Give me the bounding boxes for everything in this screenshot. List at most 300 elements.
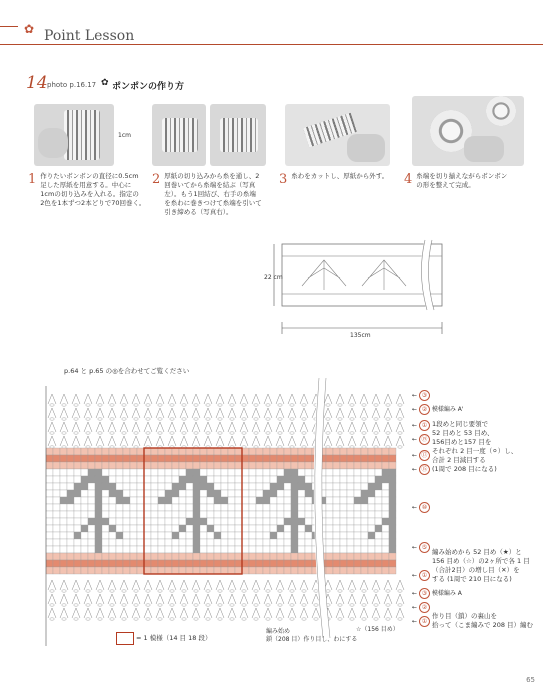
chart-cell [354, 539, 361, 546]
chart-cell [88, 476, 95, 483]
chart-cell [291, 518, 298, 525]
crochet-stitch [360, 580, 368, 590]
row-label-3-bottom: ← ③ 模様編み A [412, 590, 462, 597]
chart-cell [235, 553, 242, 560]
chart-cell [144, 560, 151, 567]
chart-cell [95, 560, 102, 567]
chart-cell [291, 553, 298, 560]
chart-cell [263, 504, 270, 511]
chart-cell [214, 483, 221, 490]
chart-cell [382, 476, 389, 483]
chart-cell [151, 469, 158, 476]
chain-stitch [254, 404, 258, 406]
chart-cell [67, 553, 74, 560]
chart-cell [375, 448, 382, 455]
chart-cell [361, 448, 368, 455]
chart-cell [81, 525, 88, 532]
chain-stitch [350, 604, 354, 606]
chart-cell [305, 539, 312, 546]
chart-cell [123, 525, 130, 532]
crochet-stitch [372, 422, 380, 432]
chart-cell [284, 532, 291, 539]
step-2 [152, 172, 262, 217]
chart-cell [144, 567, 151, 574]
crochet-stitch [396, 608, 404, 618]
chain-stitch [242, 604, 246, 606]
dimension-diagram [262, 234, 462, 344]
chart-cell [67, 511, 74, 518]
chart-cell [74, 560, 81, 567]
chart-cell [263, 483, 270, 490]
chart-cell [333, 462, 340, 469]
crochet-stitch [276, 594, 284, 604]
chart-cell [165, 511, 172, 518]
crochet-stitch [276, 422, 284, 432]
crochet-stitch [228, 394, 236, 404]
chain-stitch [134, 446, 138, 448]
chart-cell [123, 469, 130, 476]
chart-cell [130, 455, 137, 462]
chart-cell [67, 532, 74, 539]
chart-cell [382, 567, 389, 574]
chart-cell [256, 483, 263, 490]
chart-cell [67, 448, 74, 455]
chart-cell [284, 511, 291, 518]
crochet-stitch [396, 594, 404, 604]
chart-cell [333, 518, 340, 525]
chain-stitch [266, 418, 270, 420]
crochet-stitch [144, 422, 152, 432]
chart-cell [137, 490, 144, 497]
chart-cell [333, 567, 340, 574]
step-line: 厚紙の切り込みから糸を通し、2 [164, 172, 260, 180]
chart-cell [200, 539, 207, 546]
chart-cell [88, 567, 95, 574]
chain-stitch [194, 618, 198, 620]
chart-cell [116, 525, 123, 532]
step-line: 1cmの切り込みを入れる。指定の [40, 190, 139, 198]
chart-cell [221, 469, 228, 476]
crochet-stitch [84, 436, 92, 446]
chain-stitch [242, 404, 246, 406]
chart-cell [333, 525, 340, 532]
chain-stitch [374, 418, 378, 420]
chart-cell [214, 511, 221, 518]
chart-cell [144, 504, 151, 511]
chart-cell [354, 490, 361, 497]
chart-cell [53, 469, 60, 476]
crochet-stitch [60, 608, 68, 618]
chart-cell [382, 511, 389, 518]
chart-cell [130, 448, 137, 455]
chart-cell [291, 511, 298, 518]
chain-stitch [314, 618, 318, 620]
chain-stitch [266, 618, 270, 620]
chain-stitch [302, 590, 306, 592]
chart-cell [249, 497, 256, 504]
chart-cell [354, 546, 361, 553]
chart-cell [389, 483, 396, 490]
crochet-stitch [168, 408, 176, 418]
chart-cell [193, 497, 200, 504]
chart-cell [305, 504, 312, 511]
crochet-stitch [276, 408, 284, 418]
crochet-stitch [144, 394, 152, 404]
chart-cell [263, 469, 270, 476]
step-line: 糸端を切り揃えながらボンボン [416, 172, 508, 180]
row-label-17: ← ⑰ [412, 450, 430, 461]
chart-cell [186, 504, 193, 511]
chain-stitch [242, 590, 246, 592]
crochet-stitch [336, 594, 344, 604]
chart-cell [375, 476, 382, 483]
chart-cell [116, 469, 123, 476]
chart-cell [263, 497, 270, 504]
crochet-stitch [396, 408, 404, 418]
photo-step-4 [412, 96, 524, 166]
chain-stitch [86, 432, 90, 434]
chart-cell [354, 518, 361, 525]
chart-cell [46, 490, 53, 497]
chart-cell [88, 560, 95, 567]
chart-cell [235, 511, 242, 518]
chart-cell [144, 546, 151, 553]
crochet-stitch [348, 436, 356, 446]
chart-cell [144, 469, 151, 476]
chart-cell [333, 448, 340, 455]
chart-cell [207, 497, 214, 504]
chain-stitch [350, 446, 354, 448]
chain-stitch [110, 446, 114, 448]
chart-cell [235, 546, 242, 553]
chart-cell [368, 483, 375, 490]
chart-cell [389, 539, 396, 546]
chart-cell [172, 553, 179, 560]
chart-cell [347, 455, 354, 462]
crochet-stitch [396, 394, 404, 404]
chart-cell [326, 560, 333, 567]
chart-cell [228, 560, 235, 567]
chart-cell [242, 546, 249, 553]
chart-cell [368, 525, 375, 532]
chart-cell [95, 483, 102, 490]
chart-cell [46, 560, 53, 567]
chart-cell [249, 490, 256, 497]
crochet-stitch [60, 594, 68, 604]
chart-cell [165, 504, 172, 511]
crochet-stitch [372, 608, 380, 618]
chart-cell [137, 511, 144, 518]
chart-cell [277, 525, 284, 532]
chain-stitch [398, 590, 402, 592]
chart-cell [95, 462, 102, 469]
chart-cell [186, 455, 193, 462]
chain-stitch [122, 618, 126, 620]
chart-cell [235, 532, 242, 539]
chart-cell [67, 469, 74, 476]
chart-cell [340, 567, 347, 574]
chart-cell [382, 448, 389, 455]
chart-cell [200, 476, 207, 483]
chart-cell [158, 518, 165, 525]
chain-stitch [290, 404, 294, 406]
chart-cell [389, 455, 396, 462]
chart-cell [221, 532, 228, 539]
chart-cell [151, 525, 158, 532]
chart-cell [116, 567, 123, 574]
chart-cell [270, 560, 277, 567]
chain-stitch [230, 432, 234, 434]
crochet-stitch [60, 394, 68, 404]
chart-cell [123, 546, 130, 553]
chart-cell [263, 532, 270, 539]
chart-cell [354, 497, 361, 504]
chart-cell [235, 455, 242, 462]
chart-cell [277, 504, 284, 511]
chart-cell [375, 560, 382, 567]
crochet-stitch [360, 422, 368, 432]
chart-cell [249, 525, 256, 532]
chart-cell [291, 546, 298, 553]
chart-cell [291, 469, 298, 476]
chart-cell [284, 490, 291, 497]
crochet-stitch [108, 594, 116, 604]
chart-cell [389, 532, 396, 539]
chart-cell [95, 504, 102, 511]
chart-cell [116, 476, 123, 483]
chart-cell [88, 553, 95, 560]
chart-cell [235, 525, 242, 532]
chart-cell [249, 511, 256, 518]
chart-cell [242, 483, 249, 490]
chart-cell [109, 455, 116, 462]
crochet-stitch [240, 422, 248, 432]
chart-cell [53, 539, 60, 546]
chart-cell [347, 539, 354, 546]
chart-cell [60, 462, 67, 469]
chart-cell [151, 539, 158, 546]
chart-cell [60, 483, 67, 490]
chart-cell [249, 455, 256, 462]
chart-cell [172, 462, 179, 469]
chain-stitch [266, 604, 270, 606]
chart-cell [291, 497, 298, 504]
chart-cell [207, 504, 214, 511]
crochet-stitch [324, 422, 332, 432]
chart-cell [158, 476, 165, 483]
chart-cell [67, 490, 74, 497]
chart-cell [326, 539, 333, 546]
chart-cell [207, 525, 214, 532]
chart-cell [340, 504, 347, 511]
chart-cell [193, 504, 200, 511]
crochet-stitch [120, 394, 128, 404]
chain-stitch [254, 418, 258, 420]
chart-cell [88, 455, 95, 462]
chart-cell [333, 490, 340, 497]
chart-cell [340, 497, 347, 504]
chain-stitch [338, 604, 342, 606]
chart-cell [333, 469, 340, 476]
crochet-stitch [48, 436, 56, 446]
chart-cell [179, 448, 186, 455]
chart-cell [130, 560, 137, 567]
chart-cell [368, 476, 375, 483]
chart-cell [277, 497, 284, 504]
chart-cell [67, 539, 74, 546]
chart-cell [340, 553, 347, 560]
chain-stitch [194, 418, 198, 420]
chart-cell [263, 546, 270, 553]
crochet-stitch [168, 436, 176, 446]
step-4 [404, 172, 507, 190]
chart-cell [200, 511, 207, 518]
chart-cell [228, 448, 235, 455]
chart-cell [137, 448, 144, 455]
chart-cell [221, 511, 228, 518]
chart-cell [256, 462, 263, 469]
chart-cell [109, 518, 116, 525]
chart-cell [88, 483, 95, 490]
chart-cell [347, 553, 354, 560]
chart-cell [172, 567, 179, 574]
chart-cell [340, 455, 347, 462]
chain-stitch [74, 618, 78, 620]
chart-cell [263, 511, 270, 518]
chart-cell [340, 476, 347, 483]
chart-cell [200, 448, 207, 455]
chain-stitch [326, 590, 330, 592]
chart-cell [361, 553, 368, 560]
chart-cell [179, 490, 186, 497]
chart-cell [186, 448, 193, 455]
chain-stitch [254, 446, 258, 448]
crochet-stitch [48, 580, 56, 590]
chain-stitch [206, 404, 210, 406]
chart-cell [144, 525, 151, 532]
chart-cell [291, 504, 298, 511]
chart-cell [130, 511, 137, 518]
chart-cell [137, 560, 144, 567]
chain-stitch [182, 432, 186, 434]
chart-cell [263, 560, 270, 567]
chart-cell [81, 497, 88, 504]
chart-cell [158, 546, 165, 553]
chart-cell [186, 567, 193, 574]
chain-stitch [398, 432, 402, 434]
chart-cell [207, 567, 214, 574]
chart-cell [256, 476, 263, 483]
chart-cell [81, 518, 88, 525]
chart-cell [368, 567, 375, 574]
chart-cell [326, 511, 333, 518]
chain-stitch [98, 590, 102, 592]
header-rule-left [0, 26, 18, 45]
crochet-stitch [96, 594, 104, 604]
chart-cell [151, 448, 158, 455]
chart-cell [326, 497, 333, 504]
chart-cell [347, 483, 354, 490]
chart-cell [165, 448, 172, 455]
crochet-stitch [384, 608, 392, 618]
chart-cell [228, 504, 235, 511]
chart-cell [375, 490, 382, 497]
crochet-stitch [120, 580, 128, 590]
chart-cell [186, 490, 193, 497]
crochet-stitch [372, 408, 380, 418]
chain-stitch [218, 604, 222, 606]
chart-cell [298, 497, 305, 504]
chart-cell [165, 525, 172, 532]
chain-stitch [170, 618, 174, 620]
crochet-stitch [84, 408, 92, 418]
chart-cell [291, 560, 298, 567]
chain-stitch [170, 432, 174, 434]
chart-cell [193, 567, 200, 574]
chart-cell [277, 532, 284, 539]
chain-stitch [218, 618, 222, 620]
chart-cell [81, 490, 88, 497]
chart-cell [214, 455, 221, 462]
legend-text: = 1 模様（14 目 18 段） [136, 634, 212, 642]
chart-cell [186, 546, 193, 553]
chart-cell [207, 553, 214, 560]
chart-cell [284, 539, 291, 546]
chart-cell [186, 553, 193, 560]
crochet-stitch [132, 408, 140, 418]
chain-stitch [74, 446, 78, 448]
chart-cell [123, 490, 130, 497]
chart-cell [361, 518, 368, 525]
chart-cell [151, 497, 158, 504]
chart-note: p.64 と p.65 の◎を合わせてご覧ください [64, 367, 190, 375]
chart-cell [221, 455, 228, 462]
chain-stitch [206, 590, 210, 592]
chart-cell [88, 497, 95, 504]
chart-cell [179, 567, 186, 574]
chart-cell [347, 567, 354, 574]
crochet-stitch [348, 422, 356, 432]
chain-stitch [386, 618, 390, 620]
chart-cell [277, 476, 284, 483]
chart-cell [207, 476, 214, 483]
chart-cell [375, 497, 382, 504]
legend-swatch [116, 632, 134, 645]
crochet-stitch [348, 394, 356, 404]
chart-cell [60, 546, 67, 553]
chart-cell [109, 483, 116, 490]
crochet-stitch [288, 436, 296, 446]
chart-cell [165, 518, 172, 525]
chart-cell [326, 553, 333, 560]
chart-cell [158, 490, 165, 497]
chart-cell [151, 462, 158, 469]
crochet-stitch [108, 608, 116, 618]
chart-cell [221, 525, 228, 532]
crochet-stitch [156, 422, 164, 432]
chart-cell [172, 546, 179, 553]
chart-cell [130, 462, 137, 469]
chart-cell [340, 546, 347, 553]
chart-cell [102, 525, 109, 532]
chart-cell [221, 546, 228, 553]
chain-stitch [278, 432, 282, 434]
chart-cell [235, 483, 242, 490]
crochet-stitch [288, 608, 296, 618]
chart-cell [123, 539, 130, 546]
chain-stitch [62, 404, 66, 406]
chart-cell [172, 455, 179, 462]
